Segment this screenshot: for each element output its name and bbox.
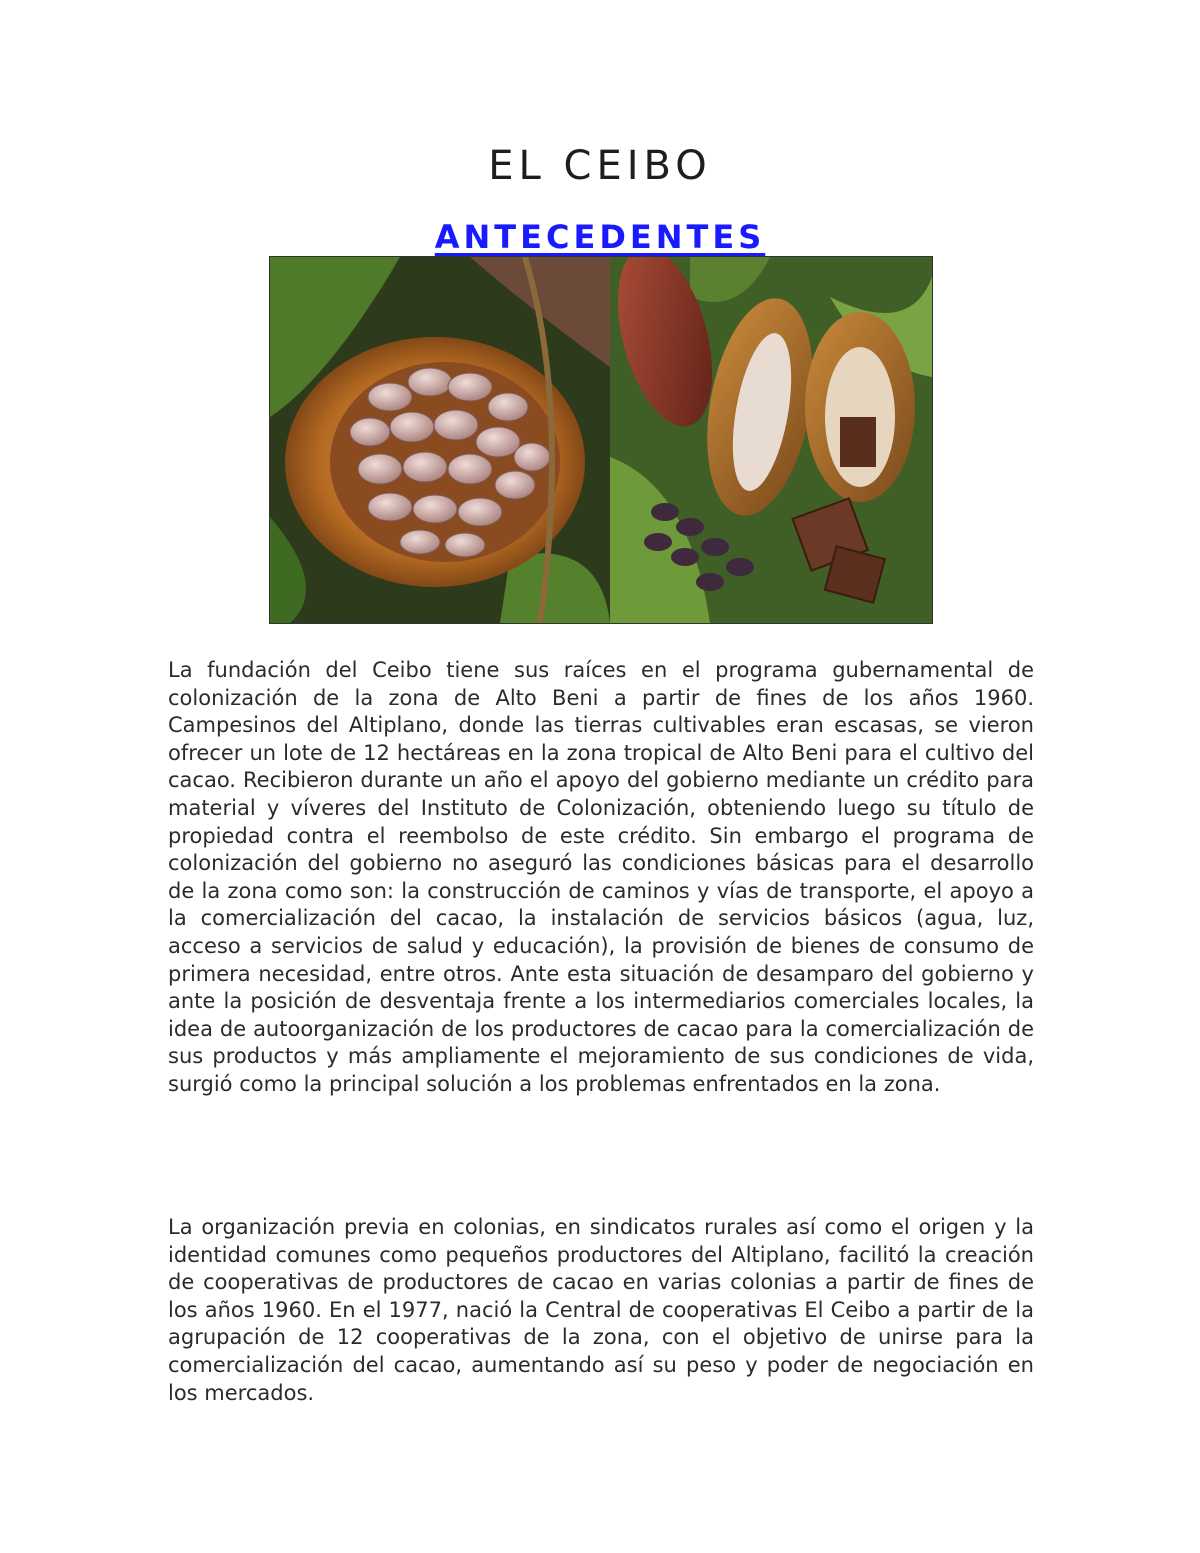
paragraph-2: La organización previa en colonias, en sindicatos rurales así como el origen y la identidad comunes como pequeños productores del Altiplano, facilitó la creación de cooperativas de productores de cacao en varias colonias a partir de fines de los años 1960. En el 1977, nació la Central de cooperativas El Ceibo a partir de la agrupación de 12 cooperativas de la zona, con el objetivo de unirse para la comercialización del cacao, aumentando así su peso y poder de negociación en los mercados.	[168, 1215, 1034, 1405]
section-heading-link[interactable]: ANTECEDENTES	[434, 218, 766, 256]
cacao-pod-image	[269, 256, 933, 624]
page-title: EL CEIBO	[488, 143, 712, 189]
paragraph-1: La fundación del Ceibo tiene sus raíces en el programa gubernamental de colonización de la zona de Alto Beni a partir de fines de los años 1960. Campesinos del Altiplano, donde las tierras cultivables eran escasas, se vieron ofrecer un lote de 12 hectáreas en la zona tropical de Alto Beni para el cultivo del cacao. Recibieron durante un año el apoyo del gobierno mediante un crédito para material y víveres del Instituto de Colonización, obteniendo luego su título de propiedad contra el reembolso de este crédito. Sin embargo el programa de colonización del gobierno no aseguró las condiciones básicas para el desarrollo de la zona como son: la construcción de caminos y vías de transporte, el apoyo a la comercialización del cacao, la instalación de servicios básicos (agua, luz, acceso a servicios de salud y educación), la provisión de bienes de consumo de primera necesidad, entre otros. Ante esta situación de desamparo del gobierno y ante la posición de desventaja frente a los intermediarios comerciales locales, la idea de autoorganización de los productores de cacao para la comercialización de sus productos y más ampliamente el mejoramiento de sus condiciones de vida, surgió como la principal solución a los problemas enfrentados en la zona.	[168, 658, 1034, 1096]
